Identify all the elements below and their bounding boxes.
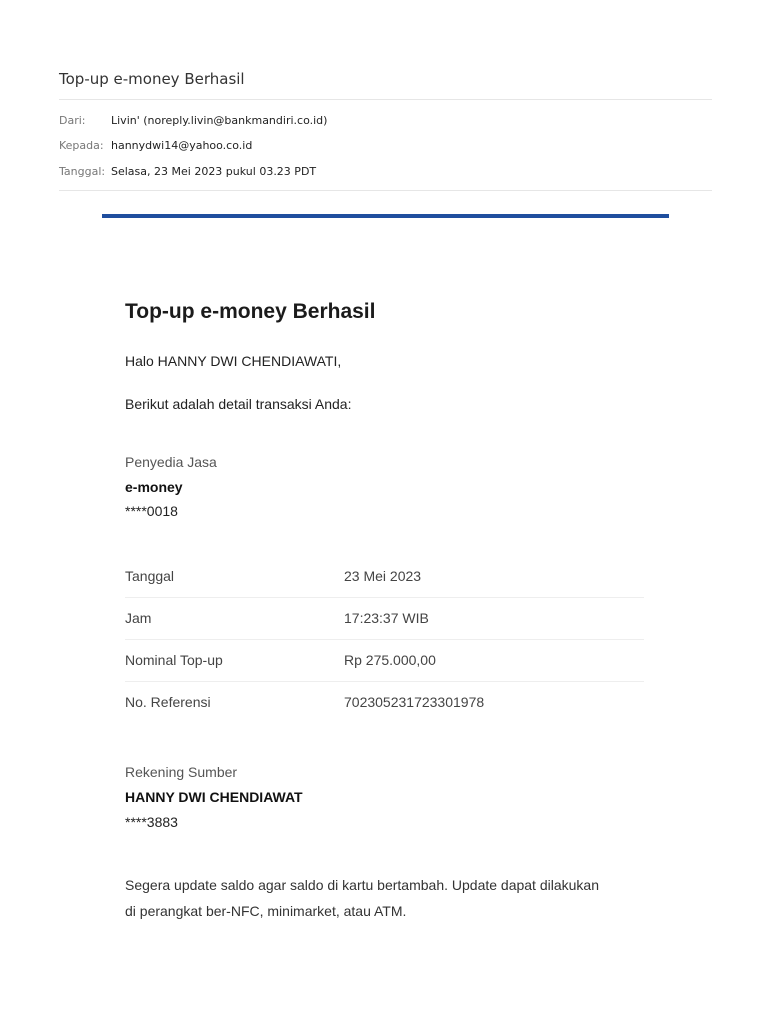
detail-value: 23 Mei 2023 bbox=[344, 568, 422, 584]
detail-row-amount bbox=[125, 639, 644, 681]
to-value[interactable]: hannydwi14@yahoo.co.id bbox=[111, 139, 253, 152]
detail-value: Rp 275.000,00 bbox=[344, 652, 436, 668]
provider-label: Penyedia Jasa bbox=[125, 454, 217, 470]
detail-label: No. Referensi bbox=[125, 694, 211, 710]
provider-name: e-money bbox=[125, 479, 183, 495]
intro-text: Berikut adalah detail transaksi Anda: bbox=[125, 396, 352, 412]
update-note bbox=[125, 872, 655, 924]
greeting: Halo HANNY DWI CHENDIAWATI, bbox=[125, 353, 342, 369]
note-line-1: Segera update saldo agar saldo di kartu bertambah. Update dapat dilakukan bbox=[125, 877, 599, 893]
accent-bar bbox=[102, 214, 669, 218]
detail-row-date bbox=[125, 555, 644, 597]
date-label: Tanggal: bbox=[59, 165, 106, 178]
detail-value: 702305231723301978 bbox=[344, 694, 485, 710]
detail-label: Jam bbox=[125, 610, 152, 626]
detail-value: 17:23:37 WIB bbox=[344, 610, 429, 626]
source-label: Rekening Sumber bbox=[125, 764, 238, 780]
email-subject: Top-up e-money Berhasil bbox=[59, 70, 245, 88]
from-value[interactable]: Livin' (noreply.livin@bankmandiri.co.id) bbox=[111, 114, 328, 127]
note-line-2: di perangkat ber-NFC, minimarket, atau ATM. bbox=[125, 903, 407, 919]
to-label: Kepada: bbox=[59, 139, 104, 152]
header-divider-bottom bbox=[59, 190, 712, 191]
header-divider-top bbox=[59, 99, 712, 100]
source-name: HANNY DWI CHENDIAWAT bbox=[125, 789, 303, 805]
provider-number: ****0018 bbox=[125, 503, 178, 519]
meta-to bbox=[59, 139, 252, 152]
body-title: Top-up e-money Berhasil bbox=[125, 300, 376, 323]
from-label: Dari: bbox=[59, 114, 86, 127]
date-value: Selasa, 23 Mei 2023 pukul 03.23 PDT bbox=[111, 165, 317, 178]
detail-label: Tanggal bbox=[125, 568, 175, 584]
source-number: ****3883 bbox=[125, 814, 178, 830]
meta-date bbox=[59, 165, 316, 178]
detail-row-reference bbox=[125, 681, 644, 723]
meta-from bbox=[59, 114, 327, 127]
detail-row-time bbox=[125, 597, 644, 639]
detail-label: Nominal Top-up bbox=[125, 652, 223, 668]
